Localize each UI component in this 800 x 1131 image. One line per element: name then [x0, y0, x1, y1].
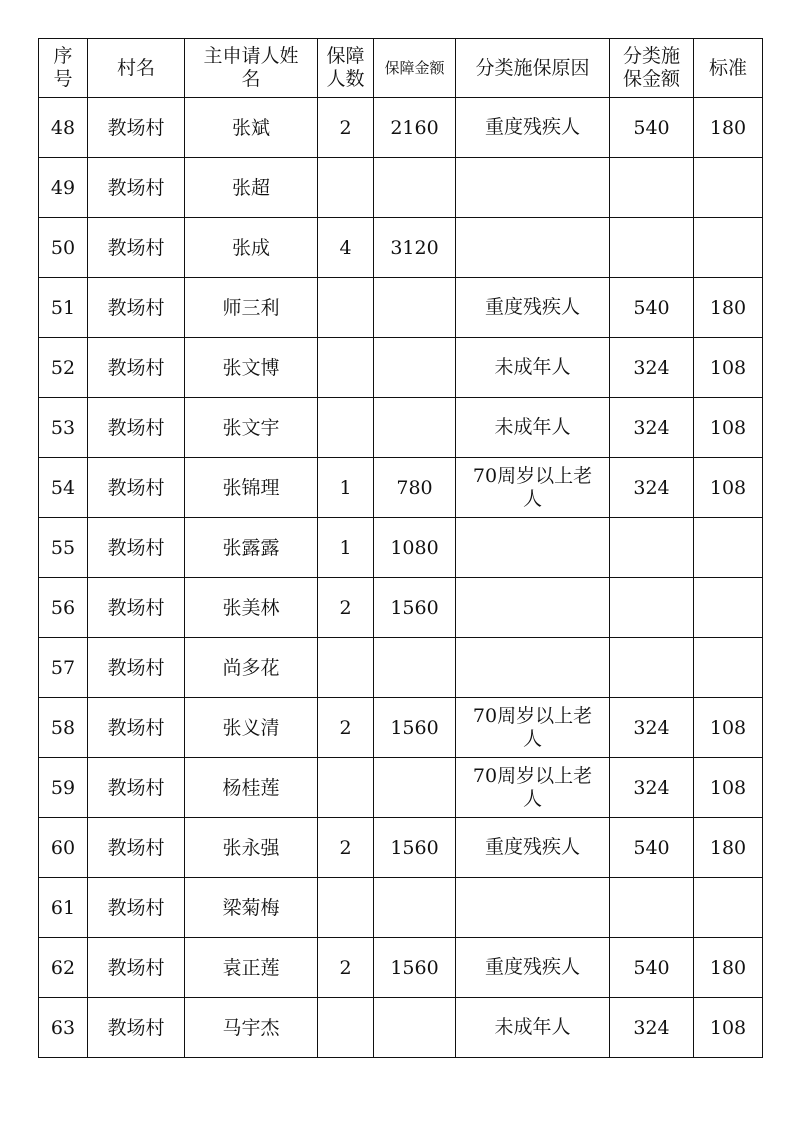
table-row [39, 818, 763, 878]
cell-village: 教场村 [88, 98, 185, 158]
cell-village: 教场村 [88, 398, 185, 458]
header-class-amount: 分类施保金额 [610, 39, 694, 98]
header-amount: 保障金额 [374, 39, 456, 98]
cell-amount [374, 398, 456, 458]
cell-village: 教场村 [88, 578, 185, 638]
cell-amount: 1560 [374, 938, 456, 998]
table-row [39, 98, 763, 158]
cell-seq: 51 [39, 278, 88, 338]
cell-reason: 70周岁以上老人 [456, 698, 610, 758]
cell-count: 2 [318, 938, 374, 998]
cell-standard [694, 578, 763, 638]
cell-count: 2 [318, 98, 374, 158]
cell-standard: 108 [694, 698, 763, 758]
cell-applicant: 张超 [185, 158, 318, 218]
cell-applicant: 尚多花 [185, 638, 318, 698]
cell-applicant: 张美林 [185, 578, 318, 638]
cell-reason: 未成年人 [456, 338, 610, 398]
cell-standard [694, 638, 763, 698]
cell-amount: 1560 [374, 818, 456, 878]
cell-village: 教场村 [88, 938, 185, 998]
cell-standard: 108 [694, 458, 763, 518]
cell-amount: 1560 [374, 578, 456, 638]
header-village: 村名 [88, 39, 185, 98]
cell-class-amount: 540 [610, 938, 694, 998]
cell-standard: 180 [694, 98, 763, 158]
table-header-row [39, 39, 763, 98]
cell-applicant: 张露露 [185, 518, 318, 578]
cell-amount [374, 758, 456, 818]
table-row [39, 278, 763, 338]
cell-standard [694, 218, 763, 278]
cell-seq: 62 [39, 938, 88, 998]
table-row [39, 518, 763, 578]
cell-amount [374, 638, 456, 698]
cell-village: 教场村 [88, 818, 185, 878]
cell-reason: 未成年人 [456, 398, 610, 458]
cell-village: 教场村 [88, 758, 185, 818]
cell-class-amount [610, 638, 694, 698]
header-reason: 分类施保原因 [456, 39, 610, 98]
cell-reason: 重度残疾人 [456, 98, 610, 158]
cell-standard [694, 878, 763, 938]
table-row [39, 158, 763, 218]
cell-count: 2 [318, 818, 374, 878]
cell-class-amount: 324 [610, 458, 694, 518]
cell-seq: 56 [39, 578, 88, 638]
cell-class-amount: 540 [610, 278, 694, 338]
cell-seq: 59 [39, 758, 88, 818]
document-page [38, 38, 762, 1058]
header-standard: 标准 [694, 39, 763, 98]
cell-applicant: 张义清 [185, 698, 318, 758]
cell-seq: 57 [39, 638, 88, 698]
cell-amount [374, 158, 456, 218]
cell-count [318, 398, 374, 458]
cell-applicant: 张永强 [185, 818, 318, 878]
cell-reason: 未成年人 [456, 998, 610, 1058]
cell-amount: 1080 [374, 518, 456, 578]
cell-amount [374, 998, 456, 1058]
assistance-table [38, 38, 763, 1058]
cell-applicant: 马宇杰 [185, 998, 318, 1058]
cell-count [318, 998, 374, 1058]
cell-seq: 49 [39, 158, 88, 218]
cell-standard: 108 [694, 758, 763, 818]
cell-applicant: 师三利 [185, 278, 318, 338]
cell-applicant: 张斌 [185, 98, 318, 158]
table-row [39, 698, 763, 758]
cell-standard: 108 [694, 398, 763, 458]
cell-village: 教场村 [88, 158, 185, 218]
cell-reason [456, 878, 610, 938]
cell-applicant: 张成 [185, 218, 318, 278]
table-row [39, 938, 763, 998]
header-count: 保障人数 [318, 39, 374, 98]
cell-applicant: 杨桂莲 [185, 758, 318, 818]
table-row [39, 218, 763, 278]
cell-reason [456, 518, 610, 578]
cell-amount [374, 338, 456, 398]
cell-reason: 重度残疾人 [456, 278, 610, 338]
cell-standard [694, 518, 763, 578]
cell-reason: 重度残疾人 [456, 818, 610, 878]
cell-standard: 180 [694, 938, 763, 998]
cell-village: 教场村 [88, 218, 185, 278]
cell-count: 1 [318, 518, 374, 578]
cell-class-amount [610, 578, 694, 638]
cell-amount: 2160 [374, 98, 456, 158]
cell-standard: 108 [694, 338, 763, 398]
cell-count: 2 [318, 578, 374, 638]
cell-reason: 重度残疾人 [456, 938, 610, 998]
cell-amount [374, 878, 456, 938]
cell-seq: 48 [39, 98, 88, 158]
cell-class-amount: 324 [610, 758, 694, 818]
cell-reason [456, 638, 610, 698]
cell-seq: 60 [39, 818, 88, 878]
cell-count [318, 158, 374, 218]
cell-amount: 1560 [374, 698, 456, 758]
cell-count [318, 278, 374, 338]
cell-reason: 70周岁以上老人 [456, 758, 610, 818]
cell-seq: 61 [39, 878, 88, 938]
header-seq: 序号 [39, 39, 88, 98]
cell-applicant: 张锦理 [185, 458, 318, 518]
cell-class-amount: 324 [610, 698, 694, 758]
cell-standard: 180 [694, 818, 763, 878]
cell-standard: 180 [694, 278, 763, 338]
cell-reason [456, 158, 610, 218]
cell-amount: 3120 [374, 218, 456, 278]
cell-class-amount [610, 878, 694, 938]
cell-count [318, 878, 374, 938]
cell-count: 1 [318, 458, 374, 518]
cell-standard: 108 [694, 998, 763, 1058]
header-applicant: 主申请人姓名 [185, 39, 318, 98]
cell-class-amount: 324 [610, 998, 694, 1058]
cell-class-amount: 324 [610, 338, 694, 398]
cell-count [318, 638, 374, 698]
cell-count [318, 758, 374, 818]
table-row [39, 758, 763, 818]
cell-amount [374, 278, 456, 338]
cell-class-amount [610, 158, 694, 218]
table-row [39, 398, 763, 458]
cell-seq: 53 [39, 398, 88, 458]
cell-village: 教场村 [88, 338, 185, 398]
cell-seq: 55 [39, 518, 88, 578]
cell-seq: 58 [39, 698, 88, 758]
cell-class-amount [610, 218, 694, 278]
table-row [39, 998, 763, 1058]
cell-class-amount: 324 [610, 398, 694, 458]
cell-class-amount: 540 [610, 98, 694, 158]
cell-count: 2 [318, 698, 374, 758]
cell-seq: 52 [39, 338, 88, 398]
cell-reason [456, 218, 610, 278]
cell-village: 教场村 [88, 458, 185, 518]
cell-standard [694, 158, 763, 218]
cell-amount: 780 [374, 458, 456, 518]
cell-village: 教场村 [88, 638, 185, 698]
table-row [39, 638, 763, 698]
cell-seq: 54 [39, 458, 88, 518]
table-row [39, 578, 763, 638]
cell-reason [456, 578, 610, 638]
cell-village: 教场村 [88, 698, 185, 758]
cell-village: 教场村 [88, 278, 185, 338]
cell-count: 4 [318, 218, 374, 278]
cell-applicant: 张文博 [185, 338, 318, 398]
cell-village: 教场村 [88, 998, 185, 1058]
cell-applicant: 袁正莲 [185, 938, 318, 998]
table-row [39, 458, 763, 518]
cell-seq: 63 [39, 998, 88, 1058]
cell-seq: 50 [39, 218, 88, 278]
cell-class-amount [610, 518, 694, 578]
cell-reason: 70周岁以上老人 [456, 458, 610, 518]
cell-applicant: 梁菊梅 [185, 878, 318, 938]
table-row [39, 338, 763, 398]
cell-applicant: 张文宇 [185, 398, 318, 458]
cell-village: 教场村 [88, 518, 185, 578]
cell-village: 教场村 [88, 878, 185, 938]
table-row [39, 878, 763, 938]
cell-class-amount: 540 [610, 818, 694, 878]
cell-count [318, 338, 374, 398]
